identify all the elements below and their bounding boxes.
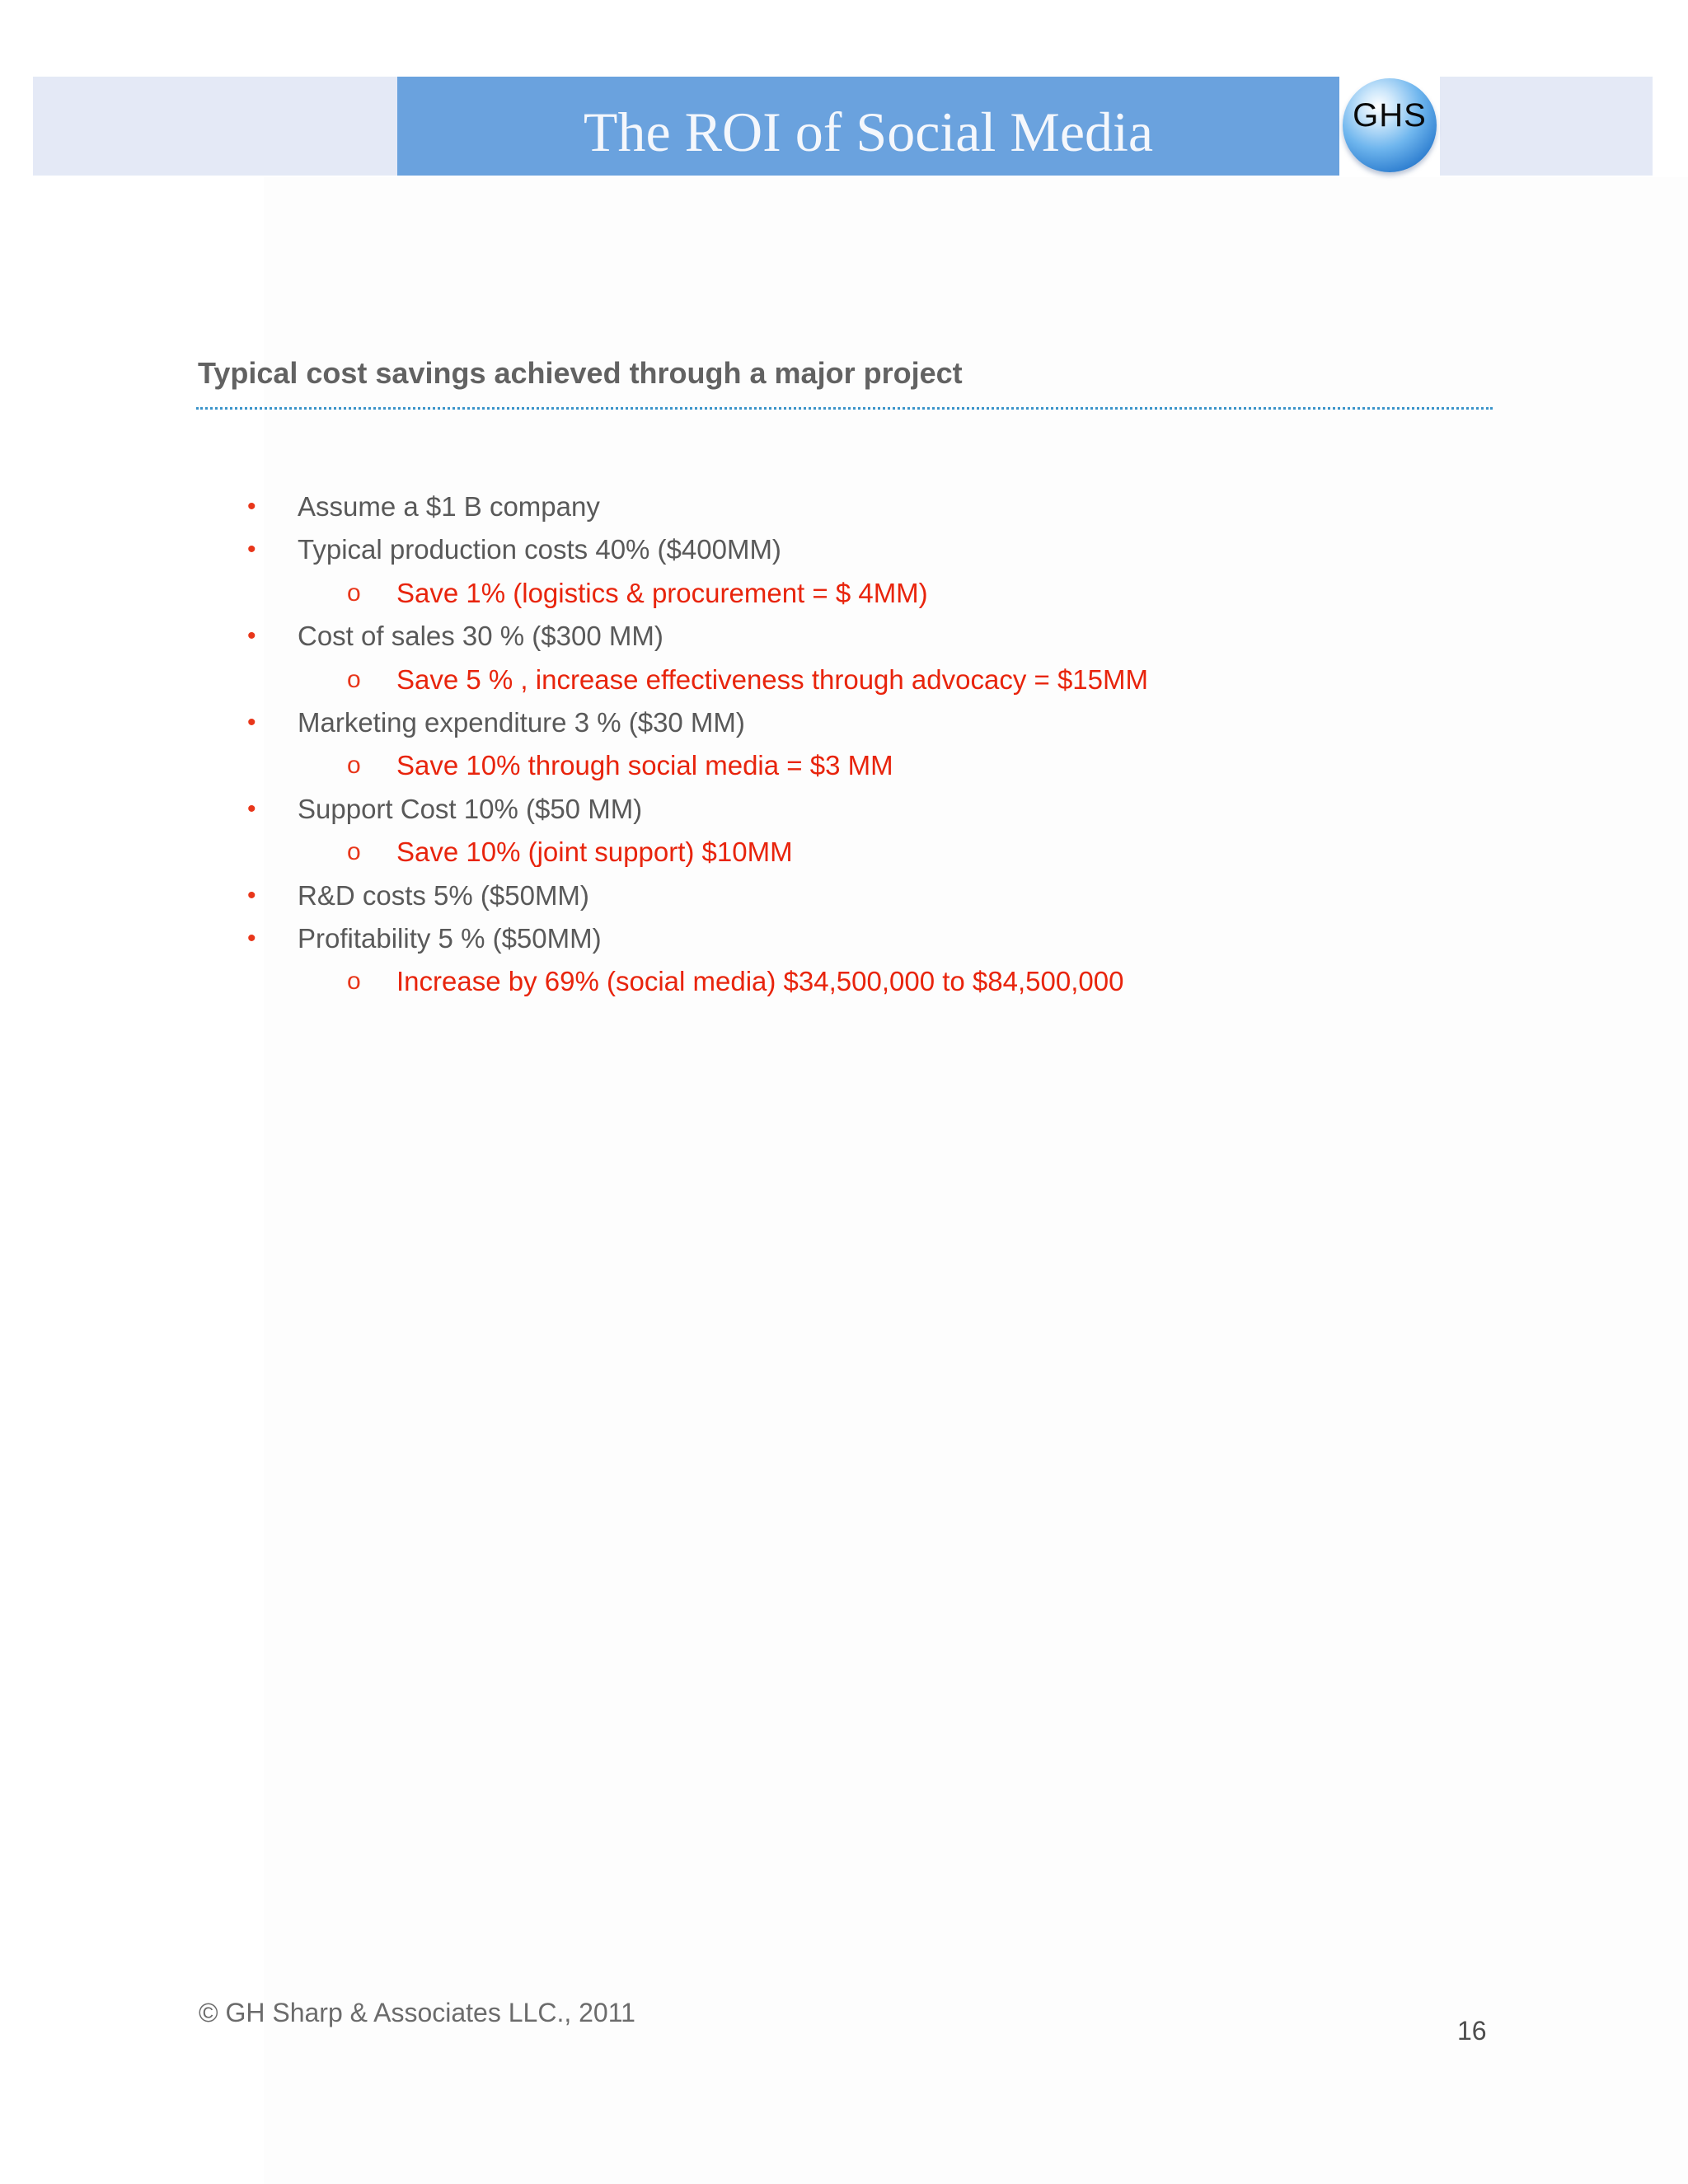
section-heading: Typical cost savings achieved through a major project	[198, 356, 963, 390]
sub-bullet-item	[347, 960, 1124, 1003]
bullet-item	[247, 485, 600, 528]
circle-marker-icon: o	[347, 666, 361, 693]
bullet-marker-icon: •	[247, 622, 256, 649]
page-number: 16	[1457, 2016, 1487, 2046]
section-divider	[196, 407, 1493, 410]
sub-bullet-item	[347, 831, 793, 874]
page-background	[264, 177, 1688, 2184]
bullet-text: Save 10% (joint support) $10MM	[396, 837, 793, 867]
circle-marker-icon: o	[347, 838, 361, 865]
bullet-text: Marketing expenditure 3 % ($30 MM)	[298, 707, 745, 738]
bullet-text: Assume a $1 B company	[298, 491, 600, 522]
circle-marker-icon: o	[347, 968, 361, 995]
bullet-item	[247, 701, 745, 744]
bullet-text: Save 10% through social media = $3 MM	[396, 750, 893, 780]
bullet-marker-icon: •	[247, 882, 256, 909]
bullet-marker-icon: •	[247, 536, 256, 563]
bullet-marker-icon: •	[247, 925, 256, 952]
bullet-marker-icon: •	[247, 795, 256, 823]
bullet-text: Profitability 5 % ($50MM)	[298, 923, 602, 954]
bullet-text: Save 1% (logistics & procurement = $ 4MM)	[396, 578, 928, 608]
circle-marker-icon: o	[347, 752, 361, 779]
logo-text: GHS	[1353, 97, 1427, 134]
bullet-text: Typical production costs 40% ($400MM)	[298, 534, 781, 565]
bullet-marker-icon: •	[247, 493, 256, 520]
bullet-marker-icon: •	[247, 709, 256, 736]
sub-bullet-item	[347, 744, 893, 787]
bullet-item	[247, 917, 602, 960]
bullet-text: Save 5 % , increase effectiveness through advocacy = $15MM	[396, 664, 1148, 695]
sub-bullet-item	[347, 572, 928, 615]
header-title-box	[397, 77, 1339, 176]
bullet-text: R&D costs 5% ($50MM)	[298, 880, 589, 911]
footer-copyright: © GH Sharp & Associates LLC., 2011	[199, 1998, 635, 2027]
circle-marker-icon: o	[347, 579, 361, 607]
sub-bullet-item	[347, 658, 1148, 701]
bullet-text: Increase by 69% (social media) $34,500,000 to $84,500,000	[396, 966, 1124, 996]
bullet-text: Support Cost 10% ($50 MM)	[298, 794, 643, 824]
bullet-text: Cost of sales 30 % ($300 MM)	[298, 621, 663, 651]
bullet-item	[247, 788, 643, 831]
bullet-item	[247, 615, 663, 658]
page-title: The ROI of Social Media	[583, 100, 1154, 163]
bullet-item	[247, 874, 589, 917]
bullet-item	[247, 528, 781, 571]
